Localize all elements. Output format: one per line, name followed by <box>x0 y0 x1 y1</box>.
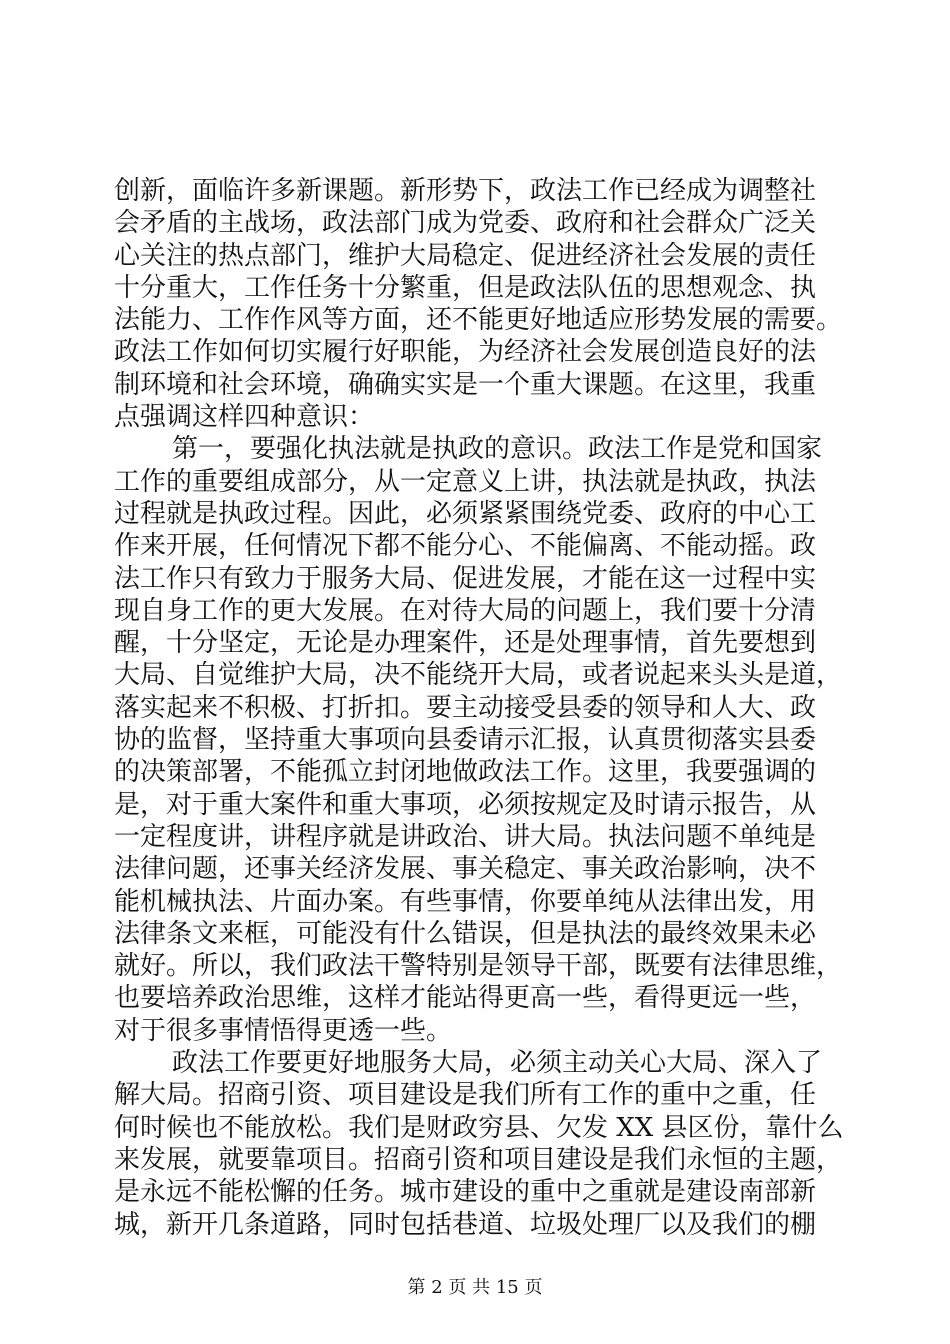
text-line: 就好。所以，我们政法干警特别是领导干部，既要有法律思维， <box>114 951 843 982</box>
text-line: 大局、自觉维护大局，决不能绕开大局，或者说起来头头是道， <box>114 660 843 691</box>
text-line: 法能力、工作作风等方面，还不能更好地适应形势发展的需要。 <box>114 305 843 336</box>
text-line: 的决策部署，不能孤立封闭地做政法工作。这里，我要强调的 <box>114 757 817 788</box>
text-line: 政法工作如何切实履行好职能，为经济社会发展创造良好的法 <box>114 337 817 368</box>
text-line: 协的监督，坚持重大事项向县委请示汇报，认真贯彻落实县委 <box>114 725 817 756</box>
text-line: 制环境和社会环境，确确实实是一个重大课题。在这里，我重 <box>114 369 817 400</box>
text-line: 是，对于重大案件和重大事项，必须按规定及时请示报告，从 <box>114 789 817 820</box>
document-body <box>114 175 849 1241</box>
text-line: 现自身工作的更大发展。在对待大局的问题上，我们要十分清 <box>114 595 817 626</box>
text-line: 作来开展，任何情况下都不能分心、不能偏离、不能动摇。政 <box>114 531 817 562</box>
text-line: 是永远不能松懈的任务。城市建设的重中之重就是建设南部新 <box>114 1177 817 1208</box>
text-line: 一定程度讲，讲程序就是讲政治、讲大局。执法问题不单纯是 <box>114 821 817 852</box>
text-line: 十分重大，工作任务十分繁重，但是政法队伍的思想观念、执 <box>114 272 817 303</box>
text-line: 能机械执法、片面办案。有些事情，你要单纯从法律出发，用 <box>114 886 817 917</box>
text-line: 工作的重要组成部分，从一定意义上讲，执法就是执政，执法 <box>114 466 817 497</box>
text-line: 醒，十分坚定，无论是办理案件，还是处理事情，首先要想到 <box>114 628 817 659</box>
text-line: 何时候也不能放松。我们是财政穷县、欠发 XX 县区份，靠什么 <box>114 1112 844 1143</box>
text-line: 也要培养政治思维，这样才能站得更高一些，看得更远一些， <box>114 983 817 1014</box>
text-line: 第一，要强化执法就是执政的意识。政法工作是党和国家 <box>172 434 823 465</box>
text-line: 落实起来不积极、打折扣。要主动接受县委的领导和人大、政 <box>114 692 817 723</box>
page-number-footer: 第 2 页 共 15 页 <box>407 1277 543 1298</box>
text-line: 点强调这样四种意识： <box>114 402 375 433</box>
text-line: 对于很多事情悟得更透一些。 <box>114 1015 453 1046</box>
text-line: 法律问题，还事关经济发展、事关稳定、事关政治影响，决不 <box>114 854 817 885</box>
text-line: 过程就是执政过程。因此，必须紧紧围绕党委、政府的中心工 <box>114 498 817 529</box>
text-line: 会矛盾的主战场，政法部门成为党委、政府和社会群众广泛关 <box>114 208 817 239</box>
text-line: 法律条文来框，可能没有什么错误，但是执法的最终效果未必 <box>114 918 817 949</box>
text-line: 创新，面临许多新课题。新形势下，政法工作已经成为调整社 <box>114 176 817 206</box>
text-line: 城，新开几条道路，同时包括巷道、垃圾处理厂以及我们的棚 <box>114 1209 817 1240</box>
text-line: 来发展，就要靠项目。招商引资和项目建设是我们永恒的主题， <box>114 1144 843 1175</box>
text-line: 政法工作要更好地服务大局，必须主动关心大局、深入了 <box>172 1048 823 1079</box>
text-line: 心关注的热点部门，维护大局稳定、促进经济社会发展的责任 <box>114 240 817 271</box>
text-line: 法工作只有致力于服务大局、促进发展，才能在这一过程中实 <box>114 563 817 594</box>
text-line: 解大局。招商引资、项目建设是我们所有工作的重中之重，任 <box>114 1080 817 1111</box>
